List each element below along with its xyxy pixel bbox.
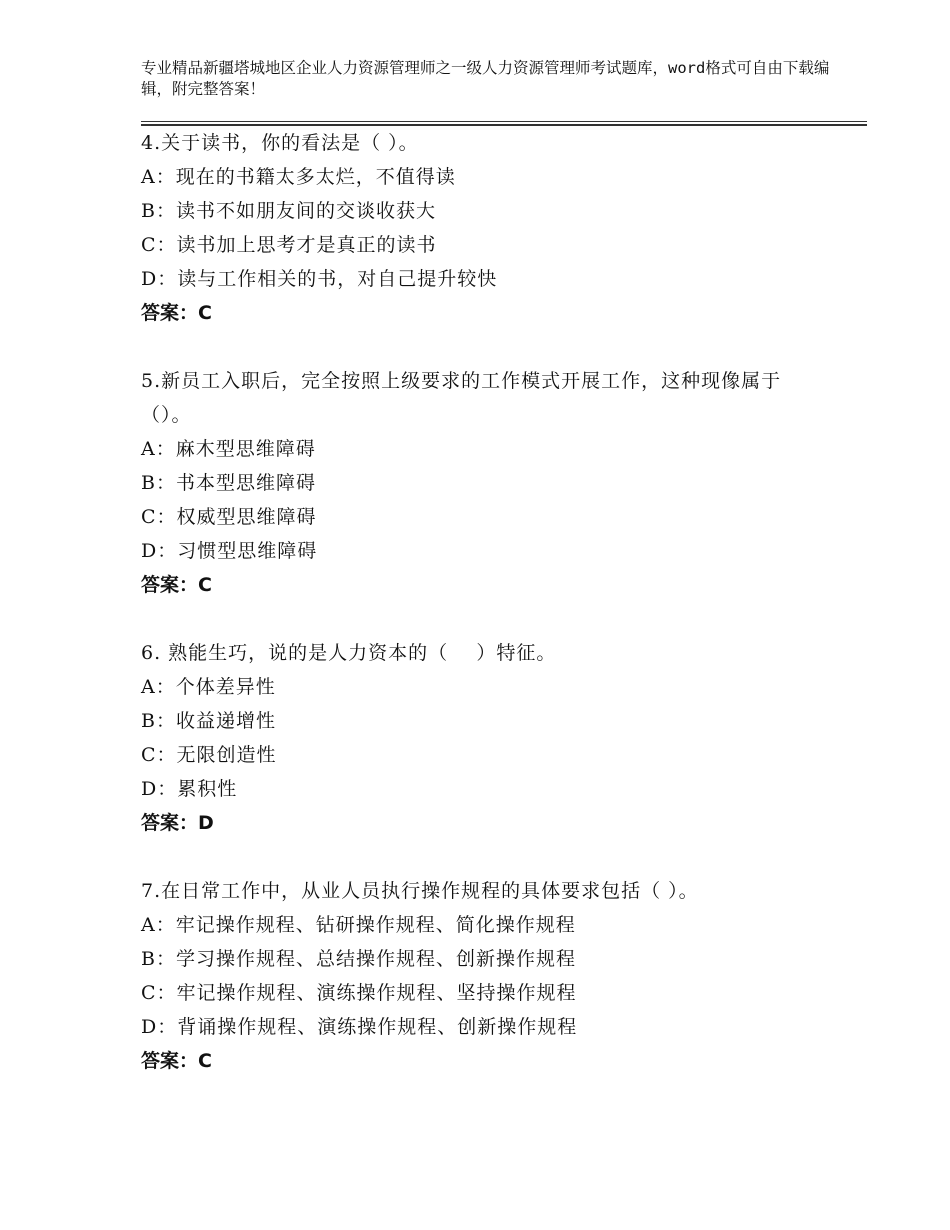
option-a: A：麻木型思维障碍 — [141, 438, 316, 460]
question-stem: 4.关于读书，你的看法是（ ）。 — [141, 132, 419, 154]
option-a: A：牢记操作规程、钻研操作规程、简化操作规程 — [141, 914, 576, 936]
question-6 — [141, 636, 841, 840]
question-stem: 7.在日常工作中，从业人员执行操作规程的具体要求包括（ ）。 — [141, 880, 699, 902]
option-b: B：书本型思维障碍 — [141, 472, 316, 494]
option-d: D：习惯型思维障碍 — [141, 540, 318, 562]
answer-label: 答案：C — [141, 574, 212, 596]
question-list — [141, 126, 841, 1078]
option-a: A：个体差异性 — [141, 676, 276, 698]
option-d: D：读与工作相关的书，对自己提升较快 — [141, 268, 498, 290]
option-b: B：读书不如朋友间的交谈收获大 — [141, 200, 436, 222]
answer-label: 答案：C — [141, 302, 212, 324]
option-d: D：累积性 — [141, 778, 238, 800]
answer-label: 答案：C — [141, 1050, 212, 1072]
option-c: C：牢记操作规程、演练操作规程、坚持操作规程 — [141, 982, 577, 1004]
option-a: A：现在的书籍太多太烂，不值得读 — [141, 166, 456, 188]
question-stem: 5.新员工入职后，完全按照上级要求的工作模式开展工作，这种现像属于（）。 — [141, 370, 782, 426]
option-c: C：无限创造性 — [141, 744, 277, 766]
question-stem: 6. 熟能生巧，说的是人力资本的（ ）特征。 — [141, 642, 557, 664]
document-header — [141, 58, 841, 100]
header-divider-thin — [141, 121, 867, 122]
option-c: C：权威型思维障碍 — [141, 506, 317, 528]
answer-label: 答案：D — [141, 812, 214, 834]
option-b: B：收益递增性 — [141, 710, 276, 732]
header-text: 专业精品新疆塔城地区企业人力资源管理师之一级人力资源管理师考试题库，word格式可自由下载编辑，附完整答案！ — [141, 59, 830, 98]
option-d: D：背诵操作规程、演练操作规程、创新操作规程 — [141, 1016, 578, 1038]
option-b: B：学习操作规程、总结操作规程、创新操作规程 — [141, 948, 576, 970]
question-4 — [141, 126, 841, 330]
question-5 — [141, 364, 841, 602]
question-7 — [141, 874, 841, 1078]
option-c: C：读书加上思考才是真正的读书 — [141, 234, 437, 256]
